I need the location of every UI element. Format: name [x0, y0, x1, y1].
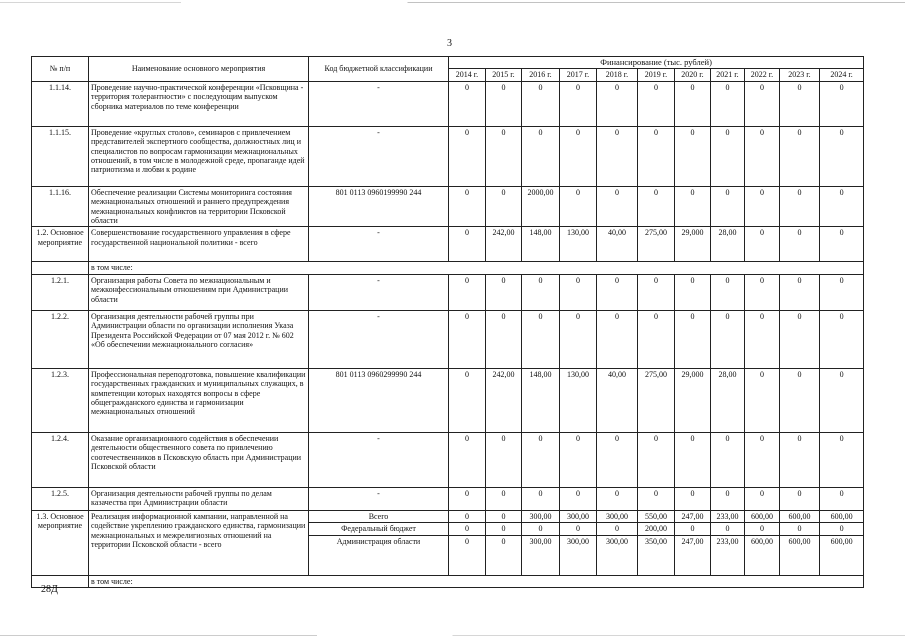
cell-value: 0	[560, 487, 597, 510]
cell-value: 0	[638, 487, 675, 510]
cell-value: 0	[675, 126, 711, 186]
cell-value: 0	[675, 274, 711, 310]
cell-value: 0	[522, 126, 560, 186]
table-row	[32, 227, 864, 262]
cell-value: 0	[449, 368, 486, 432]
cell-value: 600,00	[780, 535, 820, 575]
cell-value: 0	[780, 487, 820, 510]
cell-value: 0	[486, 535, 522, 575]
cell-value: 0	[820, 81, 864, 126]
cell-value: 0	[675, 523, 711, 535]
header-year: 2024 г.	[820, 69, 864, 81]
cell-value: 0	[522, 310, 560, 368]
cell-value: 0	[449, 310, 486, 368]
cell-value: 0	[780, 227, 820, 262]
cell-kbk: -	[309, 81, 449, 126]
cell-value: 0	[638, 310, 675, 368]
cell-num: 1.2.1.	[32, 274, 89, 310]
header-kbk: Код бюджетной классификации	[309, 57, 449, 82]
cell-name: Реализация информационной кампании, направленной на содействие укреплению гражданского единства, гармонизации межнациональных и межрелигиозных отношений на территории Псковской области - всего	[89, 510, 309, 575]
table-row	[32, 310, 864, 368]
header-financing: Финансирование (тыс. рублей)	[449, 57, 864, 69]
cell-value: 247,00	[675, 535, 711, 575]
cell-value: 0	[522, 81, 560, 126]
cell-value: 0	[745, 186, 780, 227]
cell-kbk: -	[309, 310, 449, 368]
header-year: 2018 г.	[597, 69, 638, 81]
cell-value: 0	[745, 368, 780, 432]
cell-value: 0	[745, 432, 780, 487]
cell-kbk: -	[309, 126, 449, 186]
cell-value: 300,00	[522, 510, 560, 522]
cell-value: 0	[711, 310, 745, 368]
cell-value: 0	[486, 186, 522, 227]
cell-value: 40,00	[597, 227, 638, 262]
cell-value: 0	[675, 81, 711, 126]
header-name: Наименование основного мероприятия	[89, 57, 309, 82]
cell-value: 0	[745, 81, 780, 126]
cell-kbk: Всего	[309, 510, 449, 522]
cell-value: 0	[597, 81, 638, 126]
header-year: 2021 г.	[711, 69, 745, 81]
cell-value: 0	[745, 487, 780, 510]
cell-value: 0	[780, 81, 820, 126]
cell-value: 0	[449, 487, 486, 510]
cell-value: 0	[449, 81, 486, 126]
header-year: 2015 г.	[486, 69, 522, 81]
cell-value: 300,00	[560, 535, 597, 575]
cell-value: 300,00	[597, 510, 638, 522]
cell-name: Проведение научно-практической конференции «Псковщина - территория толерантности» с последующим выпуском сборника материалов по теме конференции	[89, 81, 309, 126]
cell-value: 130,00	[560, 227, 597, 262]
cell-value: 0	[449, 227, 486, 262]
cell-value: 275,00	[638, 227, 675, 262]
cell-value: 242,00	[486, 368, 522, 432]
table-row	[32, 510, 864, 522]
cell-value: 0	[560, 523, 597, 535]
cell-value: 2000,00	[522, 186, 560, 227]
cell-value: 0	[449, 186, 486, 227]
subheader-label: в том числе:	[89, 262, 864, 274]
cell-num: 1.2.5.	[32, 487, 89, 510]
cell-value: 0	[711, 487, 745, 510]
cell-value: 0	[522, 487, 560, 510]
cell-value: 0	[780, 274, 820, 310]
cell-value: 0	[560, 432, 597, 487]
cell-num: 1.2.4.	[32, 432, 89, 487]
cell-value: 0	[745, 274, 780, 310]
cell-value: 233,00	[711, 510, 745, 522]
cell-kbk: 801 0113 0960299990 244	[309, 368, 449, 432]
header-year: 2017 г.	[560, 69, 597, 81]
cell-value: 148,00	[522, 368, 560, 432]
cell-kbk: -	[309, 487, 449, 510]
cell-value: 0	[638, 274, 675, 310]
table-row	[32, 274, 864, 310]
table-row	[32, 432, 864, 487]
scan-edge-top	[0, 2, 905, 3]
cell-value: 0	[638, 186, 675, 227]
cell-value: 130,00	[560, 368, 597, 432]
cell-value: 300,00	[560, 510, 597, 522]
table-row	[32, 126, 864, 186]
cell-value: 0	[711, 126, 745, 186]
cell-value: 0	[780, 310, 820, 368]
cell-value: 0	[449, 523, 486, 535]
cell-name: Оказание организационного содействия в обеспечении деятельности общественного совета по привлечению соотечественников в Псковскую область при Администрации Псковской области	[89, 432, 309, 487]
cell-value: 0	[560, 81, 597, 126]
cell-value: 0	[745, 126, 780, 186]
cell-value: 242,00	[486, 227, 522, 262]
cell-value: 0	[820, 186, 864, 227]
cell-value: 0	[820, 523, 864, 535]
cell-num: 1.1.16.	[32, 186, 89, 227]
cell-value: 550,00	[638, 510, 675, 522]
cell-value: 0	[449, 432, 486, 487]
cell-num: 1.1.15.	[32, 126, 89, 186]
cell-name: Профессиональная переподготовка, повышение квалификации государственных гражданских и муниципальных служащих, в компетенции которых находятся вопросы в сфере общегражданского единства и гармонизации межнациональных отношений	[89, 368, 309, 432]
cell-value: 600,00	[780, 510, 820, 522]
cell-value: 0	[820, 126, 864, 186]
cell-value: 300,00	[522, 535, 560, 575]
cell-value: 0	[820, 310, 864, 368]
cell-value: 275,00	[638, 368, 675, 432]
cell-value: 0	[597, 310, 638, 368]
cell-name: Совершенствование государственного управления в сфере государственной национальной политики - всего	[89, 227, 309, 262]
cell-value: 0	[780, 523, 820, 535]
page-number: 3	[447, 38, 452, 49]
cell-value: 0	[560, 310, 597, 368]
cell-value: 350,00	[638, 535, 675, 575]
cell-value: 0	[638, 432, 675, 487]
cell-value: 0	[820, 368, 864, 432]
cell-value: 0	[675, 310, 711, 368]
cell-value: 29,000	[675, 368, 711, 432]
cell-value: 0	[560, 186, 597, 227]
cell-value: 0	[597, 432, 638, 487]
cell-value: 600,00	[745, 510, 780, 522]
cell-value: 600,00	[745, 535, 780, 575]
cell-name: Организация деятельности рабочей группы по делам казачества при Администрации области	[89, 487, 309, 510]
cell-value: 148,00	[522, 227, 560, 262]
cell-value: 0	[780, 186, 820, 227]
cell-value: 0	[597, 274, 638, 310]
cell-kbk: -	[309, 227, 449, 262]
table-row	[32, 487, 864, 510]
cell-value: 600,00	[820, 535, 864, 575]
cell-value: 0	[745, 523, 780, 535]
header-year: 2023 г.	[780, 69, 820, 81]
cell-value: 28,00	[711, 227, 745, 262]
header-year: 2020 г.	[675, 69, 711, 81]
cell-value: 0	[560, 126, 597, 186]
cell-value: 0	[449, 126, 486, 186]
cell-value: 0	[780, 432, 820, 487]
cell-value: 0	[745, 227, 780, 262]
cell-value: 0	[560, 274, 597, 310]
cell-value: 0	[449, 510, 486, 522]
cell-value: 0	[597, 126, 638, 186]
header-year: 2019 г.	[638, 69, 675, 81]
subheader-row	[32, 575, 864, 587]
cell-num: 1.2.3.	[32, 368, 89, 432]
footer-code: 28Д	[41, 584, 58, 595]
cell-value: 0	[522, 523, 560, 535]
table-row	[32, 368, 864, 432]
cell-num: 1.2.2.	[32, 310, 89, 368]
cell-value: 0	[675, 487, 711, 510]
cell-value: 0	[638, 81, 675, 126]
cell-value: 0	[486, 487, 522, 510]
header-year: 2016 г.	[522, 69, 560, 81]
header-num: № п/п	[32, 57, 89, 82]
cell-value: 0	[486, 310, 522, 368]
cell-value: 0	[597, 186, 638, 227]
subheader-label: в том числе:	[89, 575, 864, 587]
cell-num	[32, 262, 89, 274]
cell-value: 0	[745, 310, 780, 368]
cell-value: 0	[711, 432, 745, 487]
cell-value: 0	[449, 274, 486, 310]
cell-value: 247,00	[675, 510, 711, 522]
cell-num: 1.3. Основное мероприятие	[32, 510, 89, 575]
cell-value: 0	[638, 126, 675, 186]
cell-value: 200,00	[638, 523, 675, 535]
cell-value: 0	[522, 432, 560, 487]
cell-value: 0	[597, 523, 638, 535]
cell-kbk: -	[309, 432, 449, 487]
cell-name: Обеспечение реализации Системы мониторинга состояния межнациональных отношений и раннего предупреждения межнациональных конфликтов на территории Псковской области	[89, 186, 309, 227]
cell-value: 0	[711, 274, 745, 310]
cell-value: 0	[675, 186, 711, 227]
scan-edge-bottom	[0, 635, 905, 636]
cell-value: 0	[522, 274, 560, 310]
cell-value: 0	[820, 274, 864, 310]
cell-kbk: Администрация области	[309, 535, 449, 575]
cell-value: 28,00	[711, 368, 745, 432]
cell-name: Организация работы Совета по межнациональным и межконфессиональным отношениям при Администрации области	[89, 274, 309, 310]
cell-value: 0	[449, 535, 486, 575]
cell-value: 0	[780, 368, 820, 432]
cell-value: 0	[486, 432, 522, 487]
cell-value: 0	[486, 510, 522, 522]
cell-value: 0	[780, 126, 820, 186]
cell-value: 0	[711, 81, 745, 126]
financing-table	[31, 56, 864, 588]
cell-kbk: Федеральный бюджет	[309, 523, 449, 535]
cell-value: 0	[597, 487, 638, 510]
cell-value: 0	[486, 523, 522, 535]
cell-value: 40,00	[597, 368, 638, 432]
cell-num: 1.1.14.	[32, 81, 89, 126]
header-year: 2014 г.	[449, 69, 486, 81]
cell-kbk: 801 0113 0960199990 244	[309, 186, 449, 227]
cell-value: 0	[486, 126, 522, 186]
cell-value: 0	[711, 186, 745, 227]
cell-kbk: -	[309, 274, 449, 310]
cell-value: 0	[820, 432, 864, 487]
cell-value: 0	[486, 274, 522, 310]
cell-value: 0	[820, 487, 864, 510]
subheader-row	[32, 262, 864, 274]
cell-value: 233,00	[711, 535, 745, 575]
cell-num: 1.2. Основное мероприятие	[32, 227, 89, 262]
header-year: 2022 г.	[745, 69, 780, 81]
table-row	[32, 186, 864, 227]
cell-value: 0	[820, 227, 864, 262]
cell-value: 300,00	[597, 535, 638, 575]
table-row	[32, 81, 864, 126]
cell-value: 0	[486, 81, 522, 126]
cell-value: 600,00	[820, 510, 864, 522]
cell-value: 0	[675, 432, 711, 487]
cell-value: 0	[711, 523, 745, 535]
cell-name: Организация деятельности рабочей группы при Администрации области по организации исполнения Указа Президента Российской Федерации от 07 мая 2012 г. № 602 «Об обеспечении межнационального согласия»	[89, 310, 309, 368]
cell-value: 29,000	[675, 227, 711, 262]
cell-name: Проведение «круглых столов», семинаров с привлечением представителей экспертного сообщества, должностных лиц и специалистов по вопросам гармонизации межнациональных отношений, в том числе в молодежной среде, пропаганде идей патриотизма и любви к родине	[89, 126, 309, 186]
